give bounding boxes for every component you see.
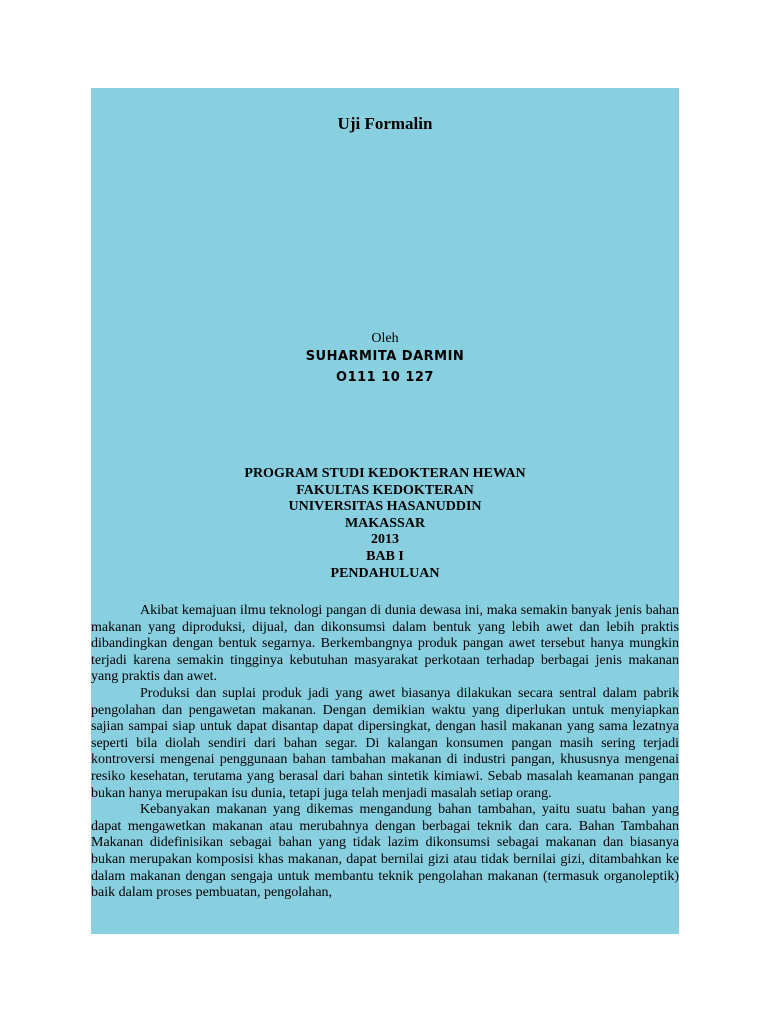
paragraph: Produksi dan suplai produk jadi yang awet biasanya dilakukan secara sentral dalam pabrik pengolahan dan pengawetan makanan. Dengan demikian waktu yang diperlukan untuk menyiapkan sajian sampai siap untuk dapat disantap dapat dipersingkat, dengan hasil makanan yang sama lezatnya seperti bila diolah sendiri dari bahan segar. Di kalangan konsumen pangan masih sering terjadi kontroversi mengenai penggunaan bahan tambahan makanan di industri pangan, khususnya mengenai resiko kesehatan, terutama yang berasal dari bahan sintetik kimiawi. Sebab masalah keamanan pangan bukan hanya merupakan isu dunia, tetapi juga telah menjadi masalah setiap orang. [91, 685, 679, 801]
year-line: 2013 [371, 532, 399, 548]
body-text [91, 603, 679, 902]
paragraph: Kebanyakan makanan yang dikemas mengandung bahan tambahan, yaitu suatu bahan yang dapat mengawetkan makanan atau merubahnya dengan berbagai teknik dan cara. Bahan Tambahan Makanan didefinisikan sebagai bahan yang tidak lazim dikonsumsi sebagai makanan dan biasanya bukan merupakan komposisi khas makanan, dapat bernilai gizi atau tidak bernilai gizi, ditambahkan ke dalam makanan dengan sengaja untuk membantu teknik pengolahan makanan (termasuk organoleptik) baik dalam proses pembuatan, pengolahan, [91, 802, 679, 901]
faculty-line: FAKULTAS KEDOKTERAN [296, 482, 474, 498]
author-id: O111 10 127 [336, 370, 434, 385]
by-label: Oleh [371, 331, 399, 346]
institution-block [91, 466, 679, 582]
chapter-title: PENDAHULUAN [330, 565, 440, 581]
city-line: MAKASSAR [344, 515, 426, 531]
chapter-label: BAB I [366, 548, 404, 564]
author-name: SUHARMITA DARMIN [305, 349, 465, 364]
program-line: PROGRAM STUDI KEDOKTERAN HEWAN [244, 466, 526, 481]
document-title: Uji Formalin [337, 114, 433, 133]
paragraph: Akibat kemajuan ilmu teknologi pangan di dunia dewasa ini, maka semakin banyak jenis bahan makanan yang diproduksi, dijual, dan dikonsumsi dalam bentuk yang lebih awet dan lebih praktis dibandingkan dengan bentuk segarnya. Berkembangnya produk pangan awet tersebut hanya mungkin terjadi karena semakin tingginya kebutuhan masyarakat perkotaan terhadap berbagai jenis makanan yang praktis dan awet. [91, 603, 679, 685]
university-line: UNIVERSITAS HASANUDDIN [288, 499, 482, 515]
document-page [91, 88, 679, 934]
